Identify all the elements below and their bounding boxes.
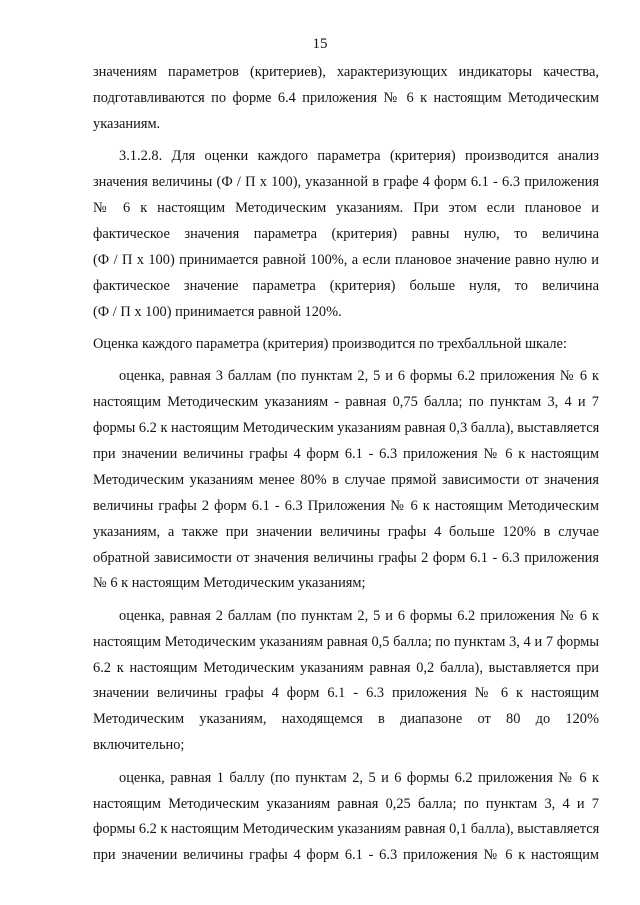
paragraph-line: оценка, равная 2 баллам (по пунктам 2, 5 и 6 формы 6.2 приложения № 6 к <box>119 607 599 624</box>
paragraph-line: 6.2 к настоящим Методическим указаниям равная 0,2 балла), выставляется при <box>93 659 599 676</box>
paragraph-line: № 6 к настоящим Методическим указаниям; <box>93 575 366 592</box>
paragraph-line: при значении величины графы 4 форм 6.1 - 6.3 приложения № 6 к настоящим <box>93 847 599 864</box>
paragraph-line: 3.1.2.8. Для оценки каждого параметра (критерия) производится анализ <box>119 148 599 165</box>
paragraph-line: обратной зависимости от значения величины графы 2 форм 6.1 - 6.3 приложения <box>93 549 599 566</box>
paragraph-line: фактическое значения параметра (критерия) равны нулю, то величина <box>93 225 599 242</box>
paragraph-line: настоящим Методическим указаниям равная 0,5 балла; по пунктам 3, 4 и 7 формы <box>93 633 599 650</box>
paragraph-line: № 6 к настоящим Методическим указаниям. При этом если плановое и <box>93 199 599 216</box>
paragraph-line: при значении величины графы 4 форм 6.1 - 6.3 приложения № 6 к настоящим <box>93 445 599 462</box>
paragraph-line: значениям параметров (критериев), характеризующих индикаторы качества, <box>93 64 599 80</box>
paragraph-line: указаниям, а также при значении величины графы 4 больше 120% в случае <box>93 523 599 540</box>
paragraph-line: фактическое значение параметра (критерия) больше нуля, то величина <box>93 277 599 294</box>
paragraph-line: оценка, равная 1 баллу (по пунктам 2, 5 и 6 формы 6.2 приложения № 6 к <box>119 769 599 786</box>
paragraph-line: подготавливаются по форме 6.4 приложения № 6 к настоящим Методическим <box>93 89 599 106</box>
paragraph-line: формы 6.2 к настоящим Методическим указаниям равная 0,1 балла), выставляется <box>93 821 600 838</box>
paragraph-line: включительно; <box>93 737 185 754</box>
paragraph-line: (Ф / П х 100) принимается равной 100%, а если плановое значение равно нулю и <box>93 251 599 268</box>
body-text <box>93 60 599 869</box>
paragraph-line: значении величины графы 4 форм 6.1 - 6.3 приложения № 6 к настоящим <box>93 685 599 702</box>
paragraph-line: Методическим указаниям, находящемся в диапазоне от 80 до 120% <box>93 711 599 728</box>
paragraph-line: (Ф / П х 100) принимается равной 120%. <box>93 303 342 320</box>
paragraph-line: оценка, равная 3 баллам (по пунктам 2, 5 и 6 формы 6.2 приложения № 6 к <box>119 368 599 385</box>
paragraph-line: формы 6.2 к настоящим Методическим указаниям равная 0,3 балла), выставляется <box>93 420 600 437</box>
page-number: 15 <box>312 36 328 52</box>
paragraph-line: Методическим указаниям менее 80% в случае прямой зависимости от значения <box>93 471 599 488</box>
paragraph-line: величины графы 2 форм 6.1 - 6.3 Приложения № 6 к настоящим Методическим <box>93 497 599 514</box>
paragraph-line: настоящим Методическим указаниям - равная 0,75 балла; по пунктам 3, 4 и 7 <box>93 394 599 411</box>
paragraph-line: значения величины (Ф / П х 100), указанной в графе 4 форм 6.1 - 6.3 приложения <box>93 174 599 191</box>
paragraph-line: Оценка каждого параметра (критерия) производится по трехбалльной шкале: <box>93 335 567 352</box>
paragraph-line: указаниям. <box>93 115 161 132</box>
paragraph-line: настоящим Методическим указаниям равная 0,25 балла; по пунктам 3, 4 и 7 <box>93 795 599 812</box>
